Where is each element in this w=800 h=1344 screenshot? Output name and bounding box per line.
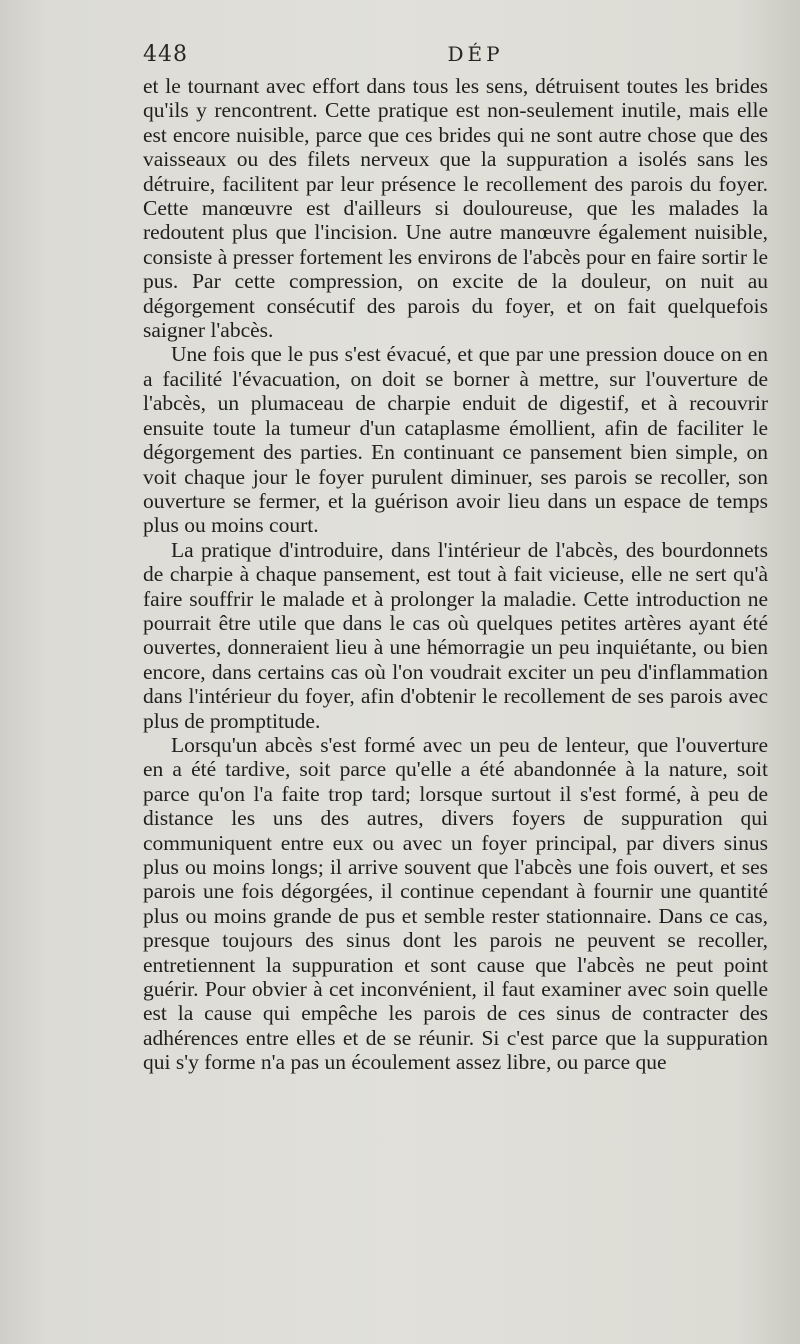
paragraph-2: Une fois que le pus s'est évacué, et que par une pression douce on en a facilité l'évacuation, on doit se borner à mettre, sur l'ouverture de l'abcès, un plumaceau de charpie enduit de digestif, et à recouvrir ensuite toute la tumeur d'un cataplasme émollient, afin de faciliter le dégorgement des parties. En continuant ce pansement bien simple, on voit chaque jour le foyer purulent diminuer, ses parois se recoller, son ouverture se fermer, et la guérison avoir lieu dans un espace de temps plus ou moins court.	[143, 342, 768, 538]
paragraph-1: et le tournant avec effort dans tous les sens, détruisent toutes les brides qu'ils y rencontrent. Cette pratique est non-seulement inutile, mais elle est encore nuisible, parce que ces brides qui ne sont autre chose que des vaisseaux ou des filets nerveux que la suppuration a isolés sans les détruire, facilitent par leur présence le recollement des parois du foyer. Cette manœuvre est d'ailleurs si douloureuse, que les malades la redoutent plus que l'incision. Une autre manœuvre également nuisible, consiste à presser fortement les environs de l'abcès pour en faire sortir le pus. Par cette compression, on excite de la douleur, on nuit au dégorgement consécutif des parois du foyer, et on fait quelquefois saigner l'abcès.	[143, 74, 768, 343]
page-number: 448	[143, 42, 188, 67]
paragraph-3: La pratique d'introduire, dans l'intérieur de l'abcès, des bourdonnets de charpie à chaque pansement, est tout à fait vicieuse, elle ne sert qu'à faire souffrir le malade et à prolonger la maladie. Cette introduction ne pourrait être utile que dans le cas où quelques petites artères ayant été ouvertes, donneraient lieu à une hémorragie un peu inquiétante, ou bien encore, dans certains cas où l'on voudrait exciter un peu d'inflammation dans l'intérieur du foyer, afin d'obtenir le recollement de ses parois avec plus de promptitude.	[143, 537, 768, 733]
page-header	[143, 42, 768, 72]
running-head: DÉP	[447, 42, 504, 66]
body-text	[143, 74, 768, 1075]
paragraph-4: Lorsqu'un abcès s'est formé avec un peu de lenteur, que l'ouverture en a été tardive, soit parce qu'elle a été abandonnée à la nature, soit parce qu'on l'a faite trop tard; lorsque surtout il s'est formé, à peu de distance les uns des autres, divers foyers de suppuration qui communiquent entre eux ou avec un foyer principal, par divers sinus plus ou moins longs; il arrive souvent que l'abcès une fois ouvert, et ses parois une fois dégorgées, il continue cependant à fournir une quantité plus ou moins grande de pus et semble rester stationnaire. Dans ce cas, presque toujours des sinus dont les parois ne peuvent se recoller, entretiennent la suppuration et sont cause que l'abcès ne peut point guérir. Pour obvier à cet inconvénient, il faut examiner avec soin quelle est la cause qui empêche les parois de ces sinus de contracter des adhérences entre elles et de se réunir. Si c'est parce que la suppuration qui s'y forme n'a pas un écoulement assez libre, ou parce que	[143, 732, 768, 1075]
